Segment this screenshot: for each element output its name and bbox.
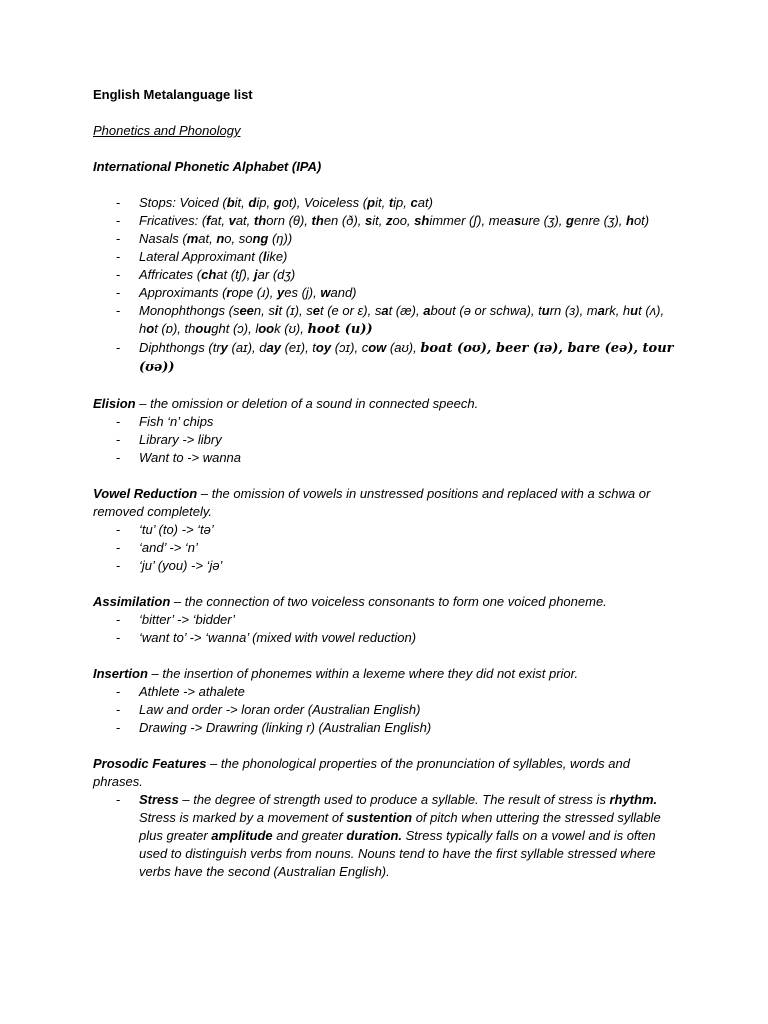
text-segment: o, so	[224, 231, 253, 246]
elision-term: Elision	[93, 396, 136, 411]
text-segment: oo,	[392, 213, 415, 228]
text-segment: t (ʌ), h	[139, 303, 665, 336]
bold-segment: p	[367, 195, 376, 210]
prosodic-definition	[93, 755, 683, 791]
prosodic-term: Prosodic Features	[93, 756, 207, 771]
ipa-item	[93, 230, 683, 248]
bold-segment: oo	[258, 321, 275, 336]
list-item: - Athlete -> athalete	[93, 683, 683, 701]
text-segment: (ŋ))	[268, 231, 293, 246]
ipa-item	[93, 248, 683, 266]
elision-definition	[93, 395, 683, 413]
bold-segment: v	[228, 213, 236, 228]
text-segment: orn (θ),	[266, 213, 312, 228]
bold-segment: oy	[315, 340, 332, 355]
serif-segment: hoot (u))	[307, 322, 373, 337]
ipa-item	[93, 194, 683, 212]
insertion-definition	[93, 665, 683, 683]
ipa-item	[93, 212, 683, 230]
text-segment: ure (ʒ),	[521, 213, 567, 228]
bold-segment: z	[385, 213, 393, 228]
bold-segment: ng	[252, 231, 269, 246]
vowel-reduction-def: – the omission of vowels in unstressed positions and replaced with a schwa or removed completely.	[93, 486, 651, 519]
text-segment: it,	[375, 195, 389, 210]
bold-segment: sustention	[346, 810, 413, 825]
bold-segment: l	[262, 249, 267, 264]
text-segment: ght (ɔ), l	[211, 321, 259, 336]
bold-segment: y	[277, 285, 285, 300]
elision-def: – the omission or deletion of a sound in connected speech.	[135, 396, 479, 411]
text-segment: ope (ɹ),	[231, 285, 277, 300]
bold-segment: m	[186, 231, 199, 246]
text-segment: ip,	[393, 195, 411, 210]
assimilation-list	[93, 611, 683, 647]
vowel-reduction-definition	[93, 485, 683, 521]
text-segment: Approximants (	[139, 285, 227, 300]
ipa-item	[93, 302, 683, 339]
bold-segment: s	[365, 213, 373, 228]
text-segment: Nasals (	[139, 231, 187, 246]
vowel-reduction-list	[93, 521, 683, 575]
bold-segment: t	[388, 195, 394, 210]
text-segment: ip,	[256, 195, 274, 210]
bold-segment: ow	[368, 340, 387, 355]
ipa-item	[93, 284, 683, 302]
text-segment: Monophthongs (s	[139, 303, 240, 318]
bold-segment: b	[226, 195, 235, 210]
text-segment: Stops: Voiced (	[139, 195, 227, 210]
bold-segment: Stress	[139, 792, 179, 807]
text-segment: en (ð),	[323, 213, 365, 228]
stress-item	[93, 791, 683, 881]
list-item: - ‘want to’ -> ‘wanna’ (mixed with vowel reduction)	[93, 629, 683, 647]
prosodic-def: – the phonological properties of the pronunciation of syllables, words and phrases.	[93, 756, 630, 789]
bold-segment: w	[320, 285, 331, 300]
bold-segment: ch	[201, 267, 217, 282]
text-segment: Lateral Approximant (	[139, 249, 263, 264]
bold-segment: e	[312, 303, 320, 318]
bold-segment: th	[253, 213, 267, 228]
list-item: - Fish ‘n’ chips	[93, 413, 683, 431]
insertion-term: Insertion	[93, 666, 148, 681]
serif-segment: boat (oʊ), beer (ɪə), bare (eə), tour (ʊə))	[139, 341, 674, 375]
bold-segment: g	[273, 195, 282, 210]
bold-segment: r	[226, 285, 232, 300]
text-segment: at (tʃ),	[216, 267, 255, 282]
text-segment: enre (ʒ),	[573, 213, 626, 228]
insertion-list	[93, 683, 683, 737]
list-item: - Law and order -> loran order (Australian English)	[93, 701, 683, 719]
bold-segment: f	[206, 213, 211, 228]
text-segment: t (e or ɛ), s	[319, 303, 382, 318]
text-segment: Affricates (	[139, 267, 202, 282]
bold-segment: amplitude	[211, 828, 273, 843]
text-segment: Diphthongs (tr	[139, 340, 221, 355]
text-segment: and greater	[272, 828, 347, 843]
assimilation-definition	[93, 593, 683, 611]
ipa-item	[93, 339, 683, 377]
text-segment: t (æ),	[388, 303, 424, 318]
text-segment: ot)	[633, 213, 650, 228]
assimilation-term: Assimilation	[93, 594, 171, 609]
text-segment: at,	[210, 213, 229, 228]
document-title: English Metalanguage list	[93, 87, 253, 102]
bold-segment: duration.	[346, 828, 402, 843]
text-segment: (eɪ), t	[280, 340, 316, 355]
bold-segment: th	[311, 213, 324, 228]
text-segment: it,	[372, 213, 386, 228]
bold-segment: d	[248, 195, 257, 210]
bold-segment: n	[216, 231, 225, 246]
bold-segment: j	[254, 267, 258, 282]
text-segment: Stress is marked by a movement of	[139, 810, 347, 825]
bold-segment: u	[630, 303, 639, 318]
bold-segment: c	[410, 195, 418, 210]
list-item: - Drawing -> Drawring (linking r) (Australian English)	[93, 719, 683, 737]
text-segment: t (ɒ), th	[154, 321, 196, 336]
bold-segment: o	[146, 321, 155, 336]
bold-segment: sh	[414, 213, 430, 228]
text-segment: immer (ʃ), mea	[429, 213, 514, 228]
text-segment: (ɔɪ), c	[331, 340, 369, 355]
prosodic-list	[93, 791, 683, 881]
ipa-list	[93, 194, 683, 377]
document-page	[93, 86, 683, 881]
text-segment: ar (dʒ)	[257, 267, 296, 282]
text-segment: ike)	[266, 249, 288, 264]
text-segment: t (ɪ), s	[278, 303, 313, 318]
list-item: - ‘tu’ (to) -> ‘tə’	[93, 521, 683, 539]
text-segment: ot), Voiceless (	[281, 195, 368, 210]
text-segment: Stress typically falls on a vowel and is often used to distinguish verbs from nouns. Nouns tend to have the first syllable stressed where verbs have the second (Australian English).	[139, 828, 656, 879]
text-segment: Fricatives: (	[139, 213, 207, 228]
list-item: - Want to -> wanna	[93, 449, 683, 467]
text-segment: rn (ɜ), m	[549, 303, 598, 318]
list-item: - Library -> libry	[93, 431, 683, 449]
text-segment: at)	[417, 195, 433, 210]
bold-segment: s	[514, 213, 522, 228]
bold-segment: ou	[195, 321, 212, 336]
text-segment: at,	[235, 213, 254, 228]
ipa-item	[93, 266, 683, 284]
bold-segment: rhythm.	[609, 792, 658, 807]
text-segment: rk, h	[604, 303, 631, 318]
assimilation-def: – the connection of two voiceless consonants to form one voiced phoneme.	[170, 594, 607, 609]
bold-segment: h	[626, 213, 634, 228]
text-segment: (aɪ), d	[227, 340, 267, 355]
insertion-def: – the insertion of phonemes within a lexeme where they did not exist prior.	[147, 666, 579, 681]
section-heading: Phonetics and Phonology	[93, 123, 241, 138]
list-item: - ‘and’ -> ‘n’	[93, 539, 683, 557]
bold-segment: a	[423, 303, 431, 318]
text-segment: n, s	[253, 303, 275, 318]
list-item: - ‘ju’ (you) -> ‘jə’	[93, 557, 683, 575]
text-segment: it,	[234, 195, 249, 210]
text-segment: at,	[198, 231, 217, 246]
bold-segment: ay	[266, 340, 281, 355]
bold-segment: a	[381, 303, 389, 318]
ipa-heading: International Phonetic Alphabet (IPA)	[93, 159, 322, 174]
bold-segment: g	[566, 213, 574, 228]
list-item: - ‘bitter’ -> ‘bidder’	[93, 611, 683, 629]
bold-segment: i	[274, 303, 279, 318]
bold-segment: a	[597, 303, 605, 318]
bold-segment: u	[541, 303, 550, 318]
bold-segment: y	[220, 340, 228, 355]
text-segment: bout (ə or schwa), t	[430, 303, 542, 318]
vowel-reduction-term: Vowel Reduction	[93, 486, 198, 501]
bold-segment: ee	[239, 303, 254, 318]
text-segment: – the degree of strength used to produce a syllable. The result of stress is	[178, 792, 610, 807]
text-segment: es (j),	[284, 285, 321, 300]
text-segment: of pitch when uttering the stressed syllable plus greater	[139, 810, 661, 843]
elision-list	[93, 413, 683, 467]
text-segment: and)	[330, 285, 357, 300]
text-segment: (aʊ),	[386, 340, 421, 355]
text-segment: k (ʊ),	[274, 321, 308, 336]
